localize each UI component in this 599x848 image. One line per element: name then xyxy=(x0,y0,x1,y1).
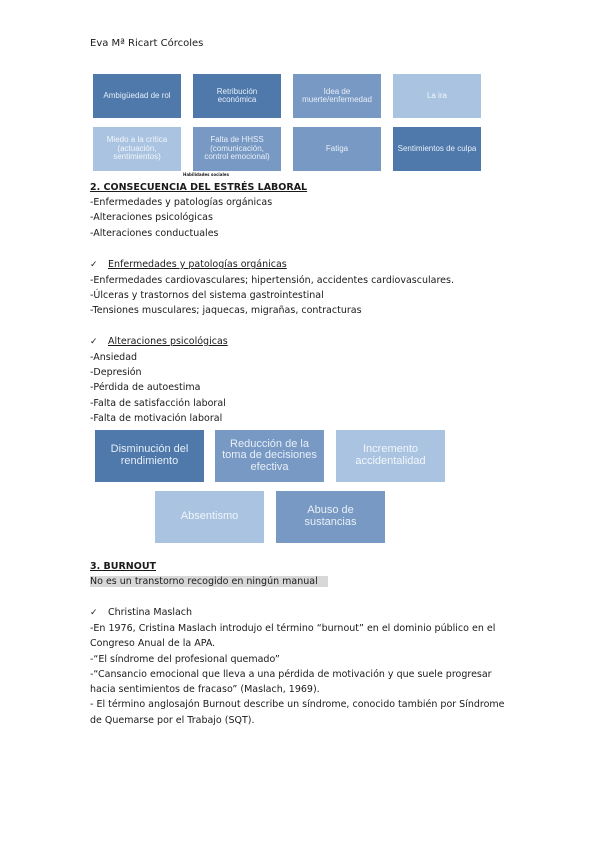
list-item: -Depresión xyxy=(90,367,142,378)
list-item: -Tensiones musculares; jaquecas, migrañas, contracturas xyxy=(90,305,362,316)
subheading-row xyxy=(90,259,287,270)
list-item: -Falta de satisfacción laboral xyxy=(90,398,226,409)
diagram-box: Fatiga xyxy=(293,127,381,171)
subheading: Enfermedades y patologías orgánicas xyxy=(108,259,287,270)
subheading-row xyxy=(90,336,228,347)
check-icon: ✓ xyxy=(90,260,98,270)
diagram-box: Absentismo xyxy=(155,491,264,543)
list-item: -Enfermedades y patologías orgánicas xyxy=(90,197,273,208)
list-item: -Enfermedades cardiovasculares; hipertensión, accidentes cardiovasculares. xyxy=(90,275,454,286)
diagram-box: Reducción de la toma de decisiones efectiva xyxy=(215,430,324,482)
diagram-box: Abuso de sustancias xyxy=(276,491,385,543)
section-heading: 2. CONSECUENCIA DEL ESTRÉS LABORAL xyxy=(90,182,308,193)
list-item: -Alteraciones psicológicas xyxy=(90,212,213,223)
subheading: Christina Maslach xyxy=(108,607,193,618)
diagram-box: Miedo a la crítica (actuación, sentimientos) xyxy=(93,127,181,171)
diagram-box: Falta de HHSS (comunicación, control emocional) xyxy=(193,127,281,171)
subheading-row xyxy=(90,607,192,618)
diagram-box: Retribución económica xyxy=(193,74,281,118)
paragraph: - El término anglosajón Burnout describe un síndrome, conocido también por Síndrome de Quemarse por el Trabajo (SQT). xyxy=(90,699,505,726)
diagram-box: Incremento accidentalidad xyxy=(336,430,445,482)
check-icon: ✓ xyxy=(90,337,98,347)
author-name: Eva Mª Ricart Córcoles xyxy=(90,38,204,49)
list-item: -Ansiedad xyxy=(90,352,138,363)
subheading: Alteraciones psicológicas xyxy=(108,336,228,347)
diagram-box: Idea de muerte/enfermedad xyxy=(293,74,381,118)
list-item: -Falta de motivación laboral xyxy=(90,413,223,424)
diagram-box: Disminución del rendimiento xyxy=(95,430,204,482)
highlighted-note: No es un transtorno recogido en ningún manual xyxy=(90,576,328,587)
diagram-box: Ambigüedad de rol xyxy=(93,74,181,118)
diagram-box: La ira xyxy=(393,74,481,118)
list-item: -Pérdida de autoestima xyxy=(90,382,201,393)
list-item: -Alteraciones conductuales xyxy=(90,228,219,239)
burnout-paragraphs xyxy=(90,621,510,728)
check-icon: ✓ xyxy=(90,608,98,618)
paragraph: -“El síndrome del profesional quemado” xyxy=(90,653,280,665)
diagram-caption: Habilidades sociales xyxy=(183,172,229,177)
section-heading: 3. BURNOUT xyxy=(90,561,157,572)
paragraph: -“Cansancio emocional que lleva a una pérdida de motivación y que suele progresar hacia sentimientos de fracaso” (Maslach, 1969). xyxy=(90,668,492,696)
paragraph: -En 1976, Cristina Maslach introdujo el término “burnout” en el dominio público en el Congreso Anual de la APA. xyxy=(90,623,496,650)
diagram-box: Sentimientos de culpa xyxy=(393,127,481,171)
list-item: -Úlceras y trastornos del sistema gastrointestinal xyxy=(90,290,324,301)
